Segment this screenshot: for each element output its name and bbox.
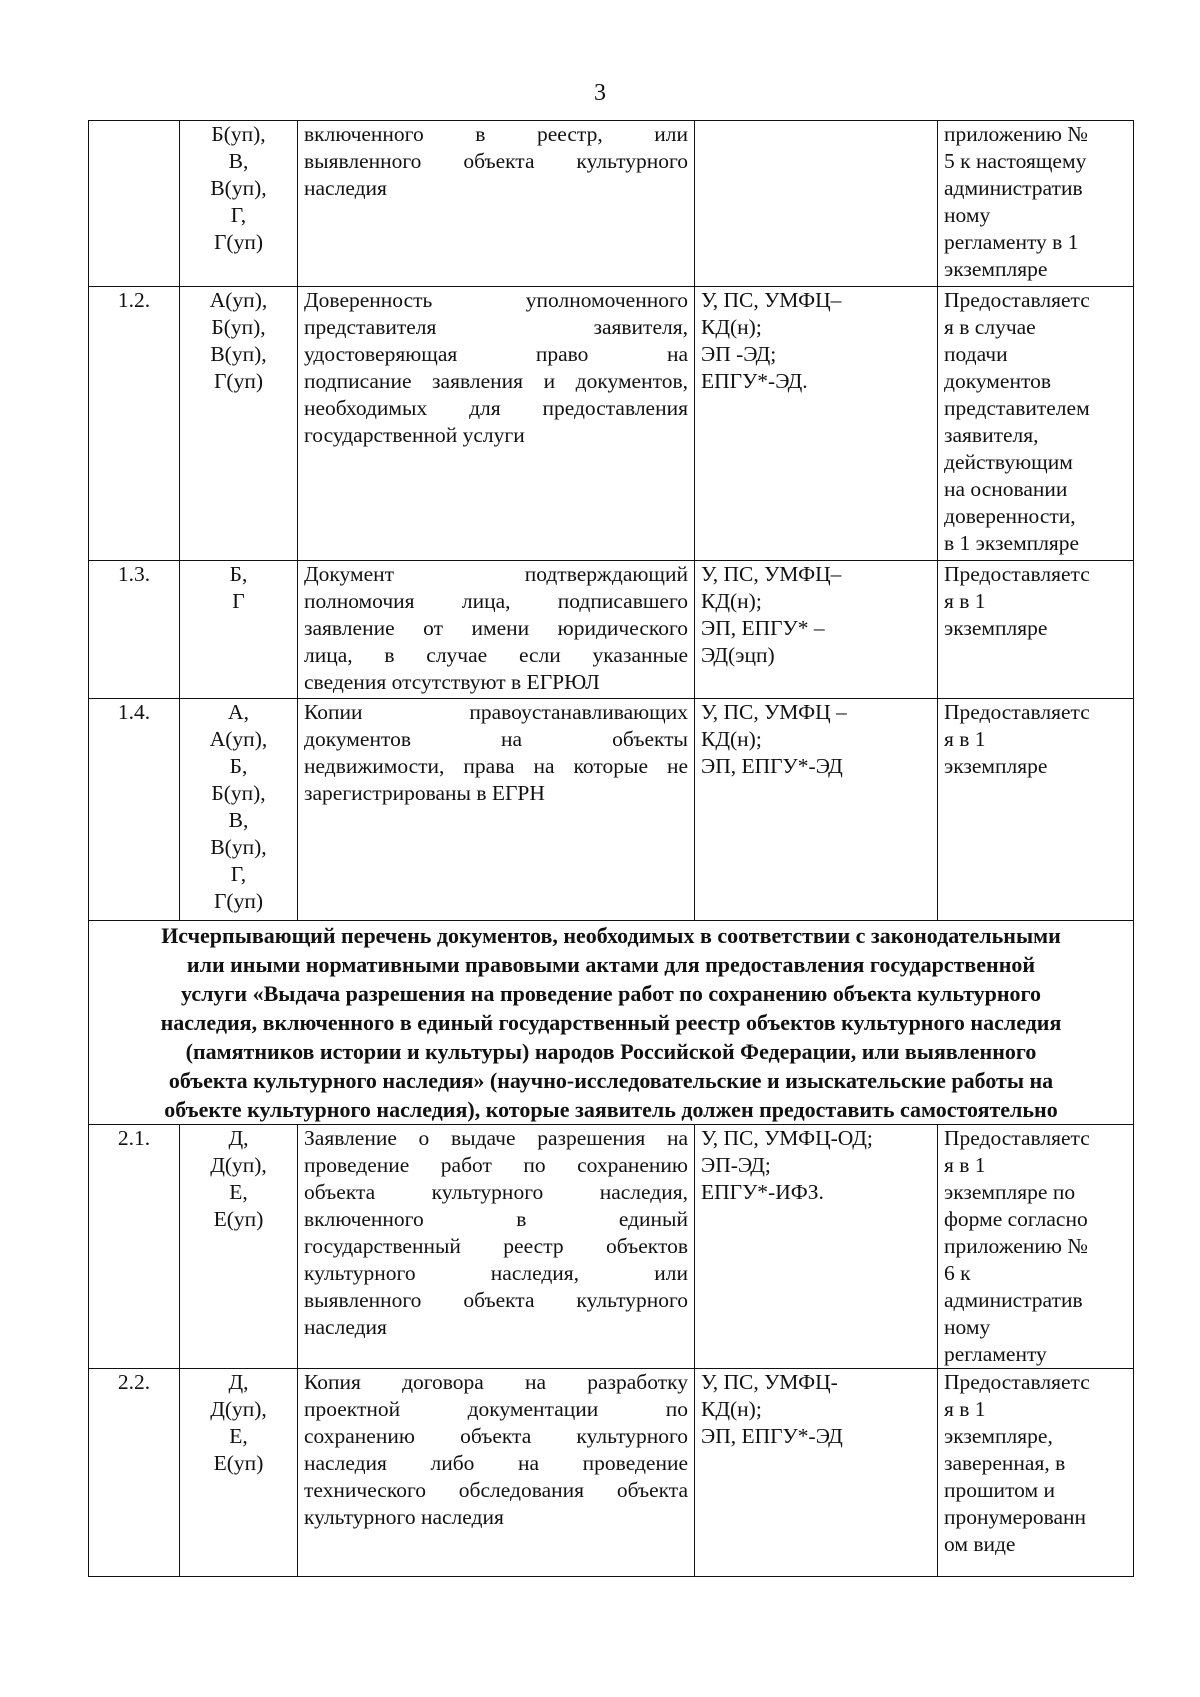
cell-line: экземпляре по xyxy=(944,1180,1076,1204)
cell-line: Е(уп) xyxy=(213,1207,264,1231)
cell-line: сохранению объекта культурного xyxy=(304,1424,688,1448)
row-number: 2.1. xyxy=(89,1125,180,1369)
cell-line: КД(н); xyxy=(701,1397,762,1421)
cell-line: КД(н); xyxy=(701,315,762,339)
document-description xyxy=(298,1369,695,1577)
cell-line: культурного наследия, или xyxy=(304,1261,688,1285)
cell-line: У, ПС, УМФЦ- xyxy=(701,1370,838,1394)
cell-line: Е, xyxy=(229,1424,248,1448)
cell-line: форме согласно xyxy=(944,1207,1088,1231)
cell-line: ЭП -ЭД; xyxy=(701,342,777,366)
cell-line: 6 к xyxy=(944,1261,971,1285)
document-note xyxy=(938,121,1134,287)
cell-line: административ xyxy=(944,176,1083,200)
cell-line: приложению № xyxy=(944,1234,1088,1258)
cell-line: Г(уп) xyxy=(213,369,263,393)
cell-line: Г xyxy=(232,589,245,613)
cell-line: Б(уп), xyxy=(211,315,266,339)
cell-line: экземпляре xyxy=(944,257,1048,281)
cell-line: ЭП, ЕПГУ* – xyxy=(701,616,825,640)
cell-line: сведения отсутствуют в ЕГРЮЛ xyxy=(304,670,600,694)
cell-line: наследия либо на проведение xyxy=(304,1451,688,1475)
cell-line: приложению № xyxy=(944,122,1088,146)
section-heading xyxy=(89,921,1134,1125)
cell-line: КД(н); xyxy=(701,589,762,613)
cell-line: Предоставляетс xyxy=(944,562,1090,586)
cell-line: выявленного объекта культурного xyxy=(304,149,688,173)
cell-line: Д(уп), xyxy=(210,1397,267,1421)
cell-line: экземпляре xyxy=(944,754,1048,778)
document-note xyxy=(938,1369,1134,1577)
cell-line: я в 1 xyxy=(944,589,986,613)
table-body-top xyxy=(89,121,1134,921)
cell-line: полномочия лица, подписавшего xyxy=(304,589,688,613)
cell-line: проектной документации по xyxy=(304,1397,688,1421)
cell-line: лица, в случае если указанные xyxy=(304,643,688,667)
document-note xyxy=(938,287,1134,561)
cell-line: документов на объекты xyxy=(304,727,688,751)
table-row xyxy=(89,699,1134,921)
row-number: 1.3. xyxy=(89,561,180,699)
cell-line: Г, xyxy=(230,203,247,227)
cell-line: действующим xyxy=(944,450,1073,474)
document-description xyxy=(298,287,695,561)
documents-table xyxy=(88,120,1134,1577)
section-heading-line: Исчерпывающий перечень документов, необходимых в соответствии с законодательными xyxy=(161,923,1061,948)
cell-line: представителем xyxy=(944,396,1090,420)
submission-methods xyxy=(695,287,938,561)
cell-line: объекта культурного наследия, xyxy=(304,1180,688,1204)
cell-line: У, ПС, УМФЦ – xyxy=(701,700,847,724)
section-heading-line: объекте культурного наследия), которые заявитель должен предоставить самостоятельно xyxy=(164,1097,1058,1122)
submission-methods xyxy=(695,699,938,921)
cell-line: наследия xyxy=(304,1315,387,1339)
row-number xyxy=(89,121,180,287)
applicant-categories xyxy=(180,121,298,287)
cell-line: зарегистрированы в ЕГРН xyxy=(304,781,545,805)
cell-line: ЭД(эцп) xyxy=(701,643,775,667)
cell-line: В(уп), xyxy=(210,176,267,200)
cell-line: Д, xyxy=(228,1126,249,1150)
table-row xyxy=(89,1125,1134,1369)
cell-line: регламенту в 1 xyxy=(944,230,1079,254)
cell-line: недвижимости, права на которые не xyxy=(304,754,688,778)
table-row xyxy=(89,1369,1134,1577)
cell-line: доверенности, xyxy=(944,504,1076,528)
cell-line: проведение работ по сохранению xyxy=(304,1153,688,1177)
cell-line: заявление от имени юридического xyxy=(304,616,688,640)
document-note xyxy=(938,1125,1134,1369)
cell-line: Документ подтверждающий xyxy=(304,562,688,586)
cell-line: Е(уп) xyxy=(213,1451,264,1475)
cell-line: Доверенность уполномоченного xyxy=(304,288,688,312)
submission-methods xyxy=(695,121,938,287)
submission-methods xyxy=(695,1125,938,1369)
cell-line: государственный реестр объектов xyxy=(304,1234,688,1258)
cell-line: Предоставляетс xyxy=(944,1370,1090,1394)
cell-line: В, xyxy=(228,808,249,832)
page-number: 3 xyxy=(594,80,606,106)
document-description xyxy=(298,561,695,699)
cell-line: А, xyxy=(228,700,249,724)
cell-line: Г(уп) xyxy=(213,230,263,254)
table-body-bottom xyxy=(89,1125,1134,1577)
cell-line: регламенту xyxy=(944,1342,1047,1366)
cell-line: экземпляре, xyxy=(944,1424,1053,1448)
cell-line: подачи xyxy=(944,342,1008,366)
cell-line: выявленного объекта культурного xyxy=(304,1288,688,1312)
cell-line: я в 1 xyxy=(944,727,986,751)
cell-line: заверенная, в xyxy=(944,1451,1066,1475)
cell-line: Б(уп), xyxy=(211,122,266,146)
cell-line: У, ПС, УМФЦ– xyxy=(701,562,842,586)
cell-line: прошитом и xyxy=(944,1478,1056,1502)
table-row xyxy=(89,121,1134,287)
cell-line: Г(уп) xyxy=(213,889,263,913)
cell-line: Предоставляетс xyxy=(944,700,1090,724)
section-heading-line: объекта культурного наследия» (научно-исследовательские и изыскательские работы на xyxy=(168,1068,1054,1093)
cell-line: ЕПГУ*-ИФЗ. xyxy=(701,1180,824,1204)
cell-line: ному xyxy=(944,1315,991,1339)
applicant-categories xyxy=(180,1369,298,1577)
cell-line: 5 к настоящему xyxy=(944,149,1087,173)
applicant-categories xyxy=(180,561,298,699)
section-heading-line: или иными нормативными правовыми актами для предоставления государственной xyxy=(186,952,1036,977)
document-description xyxy=(298,1125,695,1369)
cell-line: Копии правоустанавливающих xyxy=(304,700,688,724)
cell-line: А(уп), xyxy=(209,727,268,751)
cell-line: У, ПС, УМФЦ– xyxy=(701,288,842,312)
document-description xyxy=(298,699,695,921)
cell-line: на основании xyxy=(944,477,1068,501)
applicant-categories xyxy=(180,1125,298,1369)
cell-line: ЭП, ЕПГУ*-ЭД xyxy=(701,754,843,778)
cell-line: административ xyxy=(944,1288,1083,1312)
cell-line: я в 1 xyxy=(944,1153,986,1177)
document-note xyxy=(938,699,1134,921)
table-row xyxy=(89,287,1134,561)
cell-line: В, xyxy=(228,149,249,173)
row-number: 1.4. xyxy=(89,699,180,921)
cell-line: я в случае xyxy=(944,315,1036,339)
cell-line: ному xyxy=(944,203,991,227)
cell-line: наследия xyxy=(304,176,387,200)
cell-line: Д, xyxy=(228,1370,249,1394)
cell-line: В(уп), xyxy=(210,835,267,859)
cell-line: А(уп), xyxy=(209,288,268,312)
cell-line: заявителя, xyxy=(944,423,1039,447)
cell-line: включенного в реестр, или xyxy=(304,122,688,146)
cell-line: ЭП-ЭД; xyxy=(701,1153,771,1177)
section-heading-line: наследия, включенного в единый государственный реестр объектов культурного наследия xyxy=(160,1010,1062,1035)
applicant-categories xyxy=(180,699,298,921)
cell-line: Б, xyxy=(229,562,248,586)
cell-line: Копия договора на разработку xyxy=(304,1370,688,1394)
cell-line: документов xyxy=(944,369,1051,393)
applicant-categories xyxy=(180,287,298,561)
cell-line: ЭП, ЕПГУ*-ЭД xyxy=(701,1424,843,1448)
row-number: 2.2. xyxy=(89,1369,180,1577)
table-row xyxy=(89,561,1134,699)
cell-line: технического обследования объекта xyxy=(304,1478,688,1502)
cell-line: подписание заявления и документов, xyxy=(304,369,688,393)
cell-line: Предоставляетс xyxy=(944,1126,1090,1150)
cell-line: Д(уп), xyxy=(210,1153,267,1177)
submission-methods xyxy=(695,561,938,699)
section-heading-row-group xyxy=(89,921,1134,1125)
section-heading-line: (памятников истории и культуры) народов Российской Федерации, или выявленного xyxy=(185,1039,1037,1064)
cell-line: представителя заявителя, xyxy=(304,315,688,339)
cell-line: У, ПС, УМФЦ-ОД; xyxy=(701,1126,873,1150)
cell-line: удостоверяющая право на xyxy=(304,342,688,366)
cell-line: Е, xyxy=(229,1180,248,1204)
cell-line: в 1 экземпляре xyxy=(944,531,1080,555)
submission-methods xyxy=(695,1369,938,1577)
row-number: 1.2. xyxy=(89,287,180,561)
cell-line: Б, xyxy=(229,754,248,778)
cell-line: КД(н); xyxy=(701,727,762,751)
cell-line: Г, xyxy=(230,862,247,886)
cell-line: я в 1 xyxy=(944,1397,986,1421)
cell-line: государственной услуги xyxy=(304,423,525,447)
cell-line: Заявление о выдаче разрешения на xyxy=(304,1126,688,1150)
section-heading-row xyxy=(89,921,1134,1125)
section-heading-line: услуги «Выдача разрешения на проведение работ по сохранению объекта культурного xyxy=(181,981,1041,1006)
cell-line: ЕПГУ*-ЭД. xyxy=(701,369,808,393)
cell-line: культурного наследия xyxy=(304,1505,504,1529)
cell-line: В(уп), xyxy=(210,342,267,366)
cell-line: ом виде xyxy=(944,1532,1016,1556)
cell-line: включенного в единый xyxy=(304,1207,688,1231)
cell-line: Предоставляетс xyxy=(944,288,1090,312)
document-description xyxy=(298,121,695,287)
cell-line: Б(уп), xyxy=(211,781,266,805)
document-note xyxy=(938,561,1134,699)
cell-line: пронумерованн xyxy=(944,1505,1087,1529)
cell-line: необходимых для предоставления xyxy=(304,396,688,420)
cell-line: экземпляре xyxy=(944,616,1048,640)
